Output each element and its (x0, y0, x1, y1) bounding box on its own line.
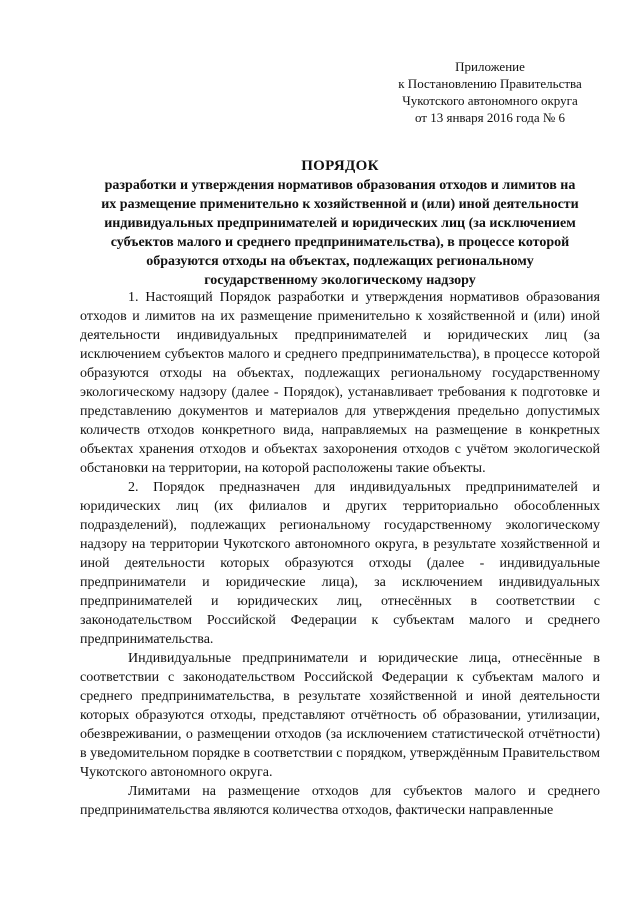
subtitle-line: государственному экологическому надзору (204, 273, 476, 288)
paragraph-3: Индивидуальные предприниматели и юридические лица, отнесённые в соответствии с законодательством Российской Федерации к субъектам малого и среднего предпринимательства, в результате хозяйственной и иной деятельности которых образуются отходы, представляют отчётность об образовании, утилизации, обезвреживании, о размещении отходов (за исключением статистической отчётности) в уведомительном порядке в соответствии с порядком, утверждённым Правительством Чукотского автономного округа. (80, 651, 600, 780)
subtitle-line: субъектов малого и среднего предпринимательства), в процессе которой (110, 235, 570, 250)
paragraph-1: 1. Настоящий Порядок разработки и утверждения нормативов образования отходов и лимитов на их размещение применительно к хозяйственной и (или) иной деятельности индивидуальных предпринимателей и юридических лиц (за исключением субъектов малого и среднего предпринимательства), в процессе которой образуются отходы на объектах, подлежащих региональному государственному экологическому надзору (далее - Порядок), устанавливает требования к подготовке и представлению документов и материалов для утверждения предельно допустимых количеств отходов конкретного вида, направляемых на размещение в конкретных объектах хранения отходов и объектах захоронения отходов с учётом экологической обстановки на территории, на которой расположены такие объекты. (80, 290, 600, 476)
subtitle-line: индивидуальных предпринимателей и юридических лиц (за исключением (104, 216, 576, 231)
document-body (80, 288, 600, 820)
document-subtitle (70, 176, 610, 290)
appendix-line: к Постановлению Правительства (398, 76, 582, 91)
appendix-block (380, 58, 600, 126)
subtitle-line: образуются отходы на объектах, подлежащих региональному (146, 254, 534, 269)
subtitle-line: их размещение применительно к хозяйственной и (или) иной деятельности (101, 197, 579, 212)
appendix-line: Чукотского автономного округа (402, 93, 578, 108)
document-heading (70, 156, 610, 290)
subtitle-line: разработки и утверждения нормативов образования отходов и лимитов на (104, 178, 576, 193)
paragraph-4: Лимитами на размещение отходов для субъектов малого и среднего предпринимательства являются количества отходов, фактически направленные (80, 784, 600, 818)
appendix-line: Приложение (455, 59, 525, 74)
paragraph-2: 2. Порядок предназначен для индивидуальных предпринимателей и юридических лиц (их филиалов и других территориально обособленных подразделений), подлежащих региональному государственному экологическому надзору на территории Чукотского автономного округа, в результате хозяйственной и иной деятельности которых образуются отходы (далее - индивидуальные предприниматели и юридические лица), за исключением индивидуальных предпринимателей и юридических лиц, отнесённых в соответствии с законодательством Российской Федерации к субъектам малого и среднего предпринимательства. (80, 480, 600, 647)
document-title: ПОРЯДОК (301, 158, 379, 174)
appendix-line: от 13 января 2016 года № 6 (414, 110, 566, 125)
